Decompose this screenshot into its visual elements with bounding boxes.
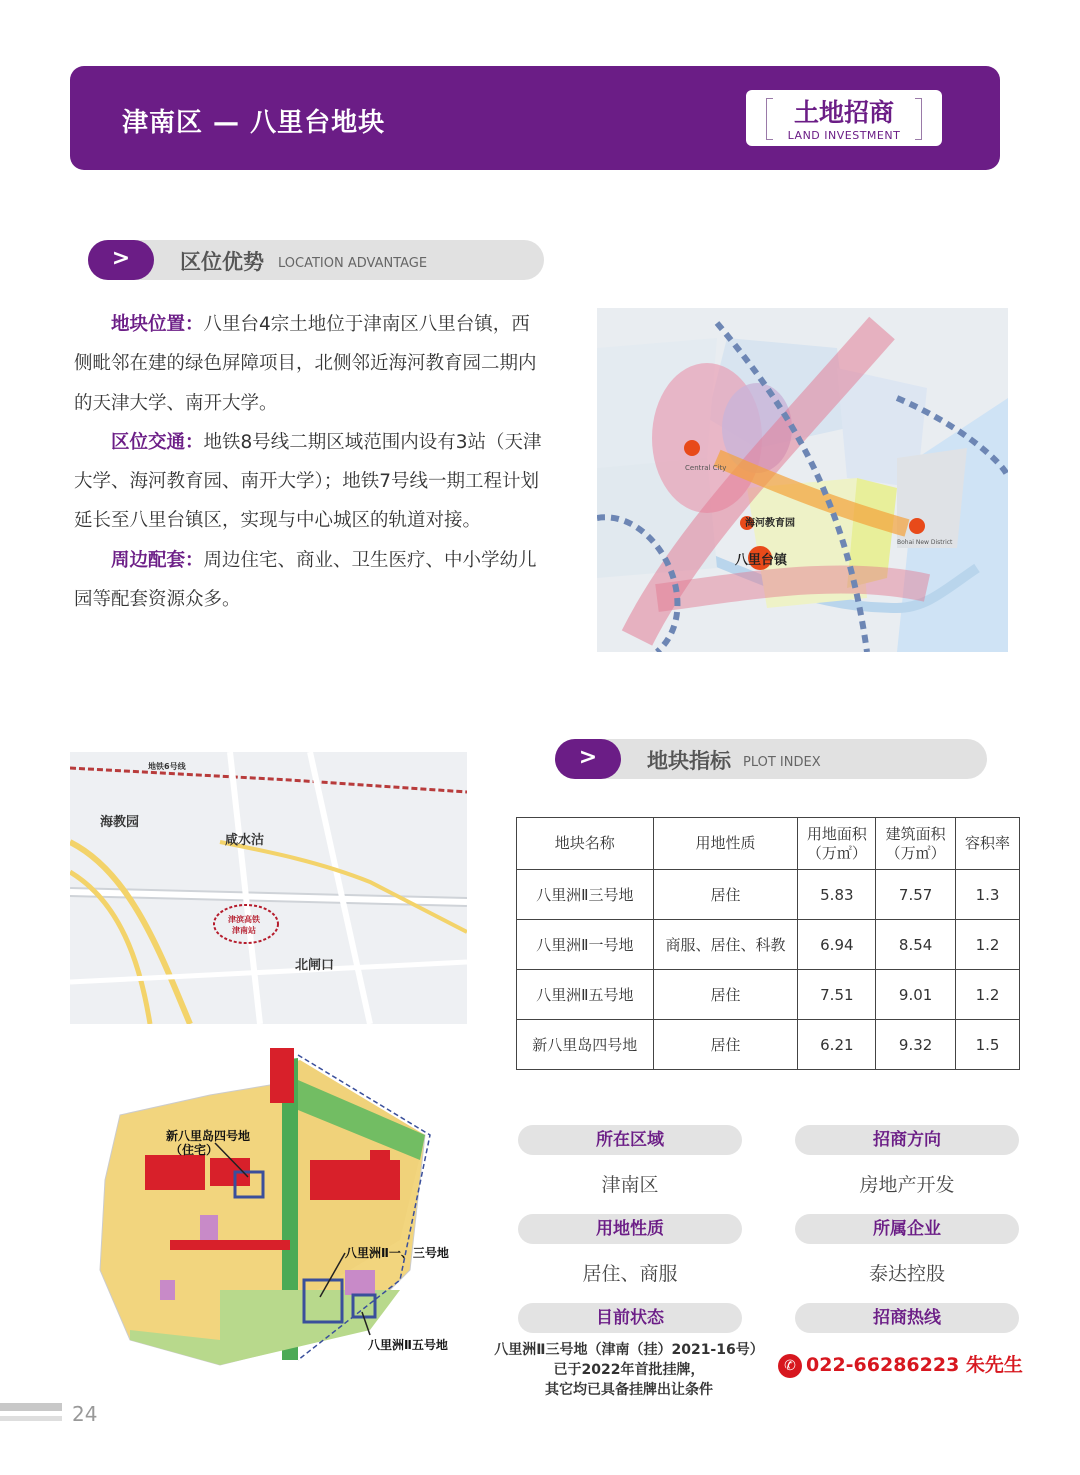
location-section-header — [88, 240, 544, 280]
paragraph-text: 八里台4宗土地位于津南区八里台镇，西侧毗邻在建的绿色屏障项目，北侧邻近海河教育园二期内的天津大学、南开大学。 — [74, 314, 537, 414]
cell-name: 八里洲Ⅱ一号地 — [517, 920, 654, 970]
map-label-beizhakou: 北闸口 — [295, 958, 335, 973]
plot-index-section-header — [555, 739, 987, 779]
page-bar-decoration — [0, 1403, 62, 1411]
cell-nature: 居住 — [653, 970, 798, 1020]
info-label-status: 目前状态 — [518, 1303, 742, 1333]
section-title-cn: 地块指标 — [647, 749, 731, 773]
page-number: 24 — [72, 1402, 98, 1426]
regional-map-graphic — [597, 308, 1008, 652]
paragraph-label: 区位交通： — [111, 431, 204, 453]
info-label-company: 所属企业 — [795, 1214, 1019, 1244]
paragraph-facilities — [74, 541, 544, 620]
paragraph-traffic — [74, 423, 544, 541]
cell-nature: 居住 — [653, 1020, 798, 1070]
phone-icon: ✆ — [778, 1354, 802, 1378]
cell-building-area: 9.01 — [876, 970, 956, 1020]
paragraph-text: 地铁8号线二期区域范围内设有3站（天津大学、海河教育园、南开大学）；地铁7号线一期工程计划延长至八里台镇区，实现与中心城区的轨道对接。 — [74, 431, 542, 532]
map-label-central-city: Central City — [685, 464, 727, 472]
status-line: 其它均已具备挂牌出让条件 — [545, 1382, 713, 1398]
table-row — [517, 970, 1020, 1020]
paragraph-location — [74, 305, 544, 423]
cell-name: 新八里岛四号地 — [517, 1020, 654, 1070]
col-header-building-area: 建筑面积 （万㎡） — [876, 818, 956, 870]
location-paragraphs — [74, 305, 544, 619]
page-bar-decoration — [0, 1416, 62, 1421]
cell-far: 1.2 — [956, 920, 1020, 970]
cell-name: 八里洲Ⅱ三号地 — [517, 870, 654, 920]
hotline-contact[interactable] — [778, 1350, 1023, 1378]
info-value-region: 津南区 — [601, 1174, 659, 1196]
map-label-xianshuigu: 咸水沽 — [225, 833, 265, 848]
table-row — [517, 1020, 1020, 1070]
paragraph-label: 周边配套： — [111, 549, 204, 571]
map-label-metro-line: 地铁6号线 — [148, 762, 186, 771]
col-header-far: 容积率 — [956, 818, 1020, 870]
arrow-icon: > — [88, 240, 154, 280]
cell-far: 1.5 — [956, 1020, 1020, 1070]
plan-map-graphic — [70, 1040, 480, 1370]
map-label-edu-park: 海河教育园 — [745, 518, 795, 529]
badge-subtitle: LAND INVESTMENT — [787, 129, 901, 142]
regional-location-map — [597, 308, 1008, 652]
cell-building-area: 9.32 — [876, 1020, 956, 1070]
col-header-name: 地块名称 — [517, 818, 654, 870]
page-title: 津南区 — 八里台地块 — [122, 108, 386, 138]
status-line: 已于2022年首批挂牌， — [553, 1362, 705, 1378]
header-banner — [70, 66, 1000, 170]
street-map-graphic — [70, 752, 467, 1024]
plan-label-balizhou-1-3: 八里洲Ⅱ一、三号地 — [345, 1246, 449, 1260]
section-title-cn: 区位优势 — [180, 250, 264, 274]
col-header-land-area: 用地面积 （万㎡） — [798, 818, 876, 870]
arrow-icon: > — [555, 739, 621, 779]
street-map — [70, 752, 467, 1024]
badge-title: 土地招商 — [793, 98, 894, 127]
map-label-balitai: 八里台镇 — [735, 553, 788, 568]
info-value-status — [490, 1340, 768, 1400]
table-header-row — [517, 818, 1020, 870]
cell-building-area: 8.54 — [876, 920, 956, 970]
cell-far: 1.3 — [956, 870, 1020, 920]
plan-label-balizhou-5: 八里洲Ⅱ五号地 — [368, 1338, 448, 1352]
map-label-station: 津滨高铁 — [228, 915, 260, 924]
cell-far: 1.2 — [956, 970, 1020, 1020]
cell-name: 八里洲Ⅱ五号地 — [517, 970, 654, 1020]
info-value-direction: 房地产开发 — [859, 1174, 955, 1196]
info-value-company: 泰达控股 — [868, 1263, 945, 1285]
right-bracket-icon — [915, 98, 922, 140]
cell-land-area: 7.51 — [798, 970, 876, 1020]
plan-label-xinbalidao: 新八里岛四号地 — [166, 1129, 251, 1143]
plot-index-table — [516, 817, 1020, 1070]
land-investment-badge — [746, 90, 942, 146]
land-use-plan-map — [70, 1040, 480, 1370]
section-title-en: PLOT INDEX — [743, 755, 821, 770]
cell-nature: 居住 — [653, 870, 798, 920]
status-line: 八里洲Ⅱ三号地（津南（挂）2021-16号） — [494, 1342, 764, 1358]
col-header-nature: 用地性质 — [653, 818, 798, 870]
cell-nature: 商服、居住、科教 — [653, 920, 798, 970]
section-title-en: LOCATION ADVANTAGE — [278, 256, 428, 271]
info-label-region: 所在区域 — [518, 1125, 742, 1155]
table-row — [517, 870, 1020, 920]
cell-land-area: 6.21 — [798, 1020, 876, 1070]
map-label-station-2: 津南站 — [232, 926, 256, 935]
info-label-hotline: 招商热线 — [795, 1303, 1019, 1333]
left-bracket-icon — [766, 98, 773, 140]
info-value-nature: 居住、商服 — [582, 1263, 678, 1285]
plan-label-xinbalidao-2: （住宅） — [170, 1143, 219, 1157]
cell-land-area: 5.83 — [798, 870, 876, 920]
hotline-number[interactable]: 022-66286223 朱先生 — [806, 1354, 1023, 1376]
paragraph-label: 地块位置： — [111, 314, 204, 335]
map-label-haijiaoyuan: 海教园 — [100, 815, 140, 830]
info-label-direction: 招商方向 — [795, 1125, 1019, 1155]
info-label-nature: 用地性质 — [518, 1214, 742, 1244]
map-label-binhai: Bohai New District — [897, 539, 953, 546]
cell-land-area: 6.94 — [798, 920, 876, 970]
table-row — [517, 920, 1020, 970]
cell-building-area: 7.57 — [876, 870, 956, 920]
paragraph-text: 周边住宅、商业、卫生医疗、中小学幼儿园等配套资源众多。 — [74, 549, 537, 611]
